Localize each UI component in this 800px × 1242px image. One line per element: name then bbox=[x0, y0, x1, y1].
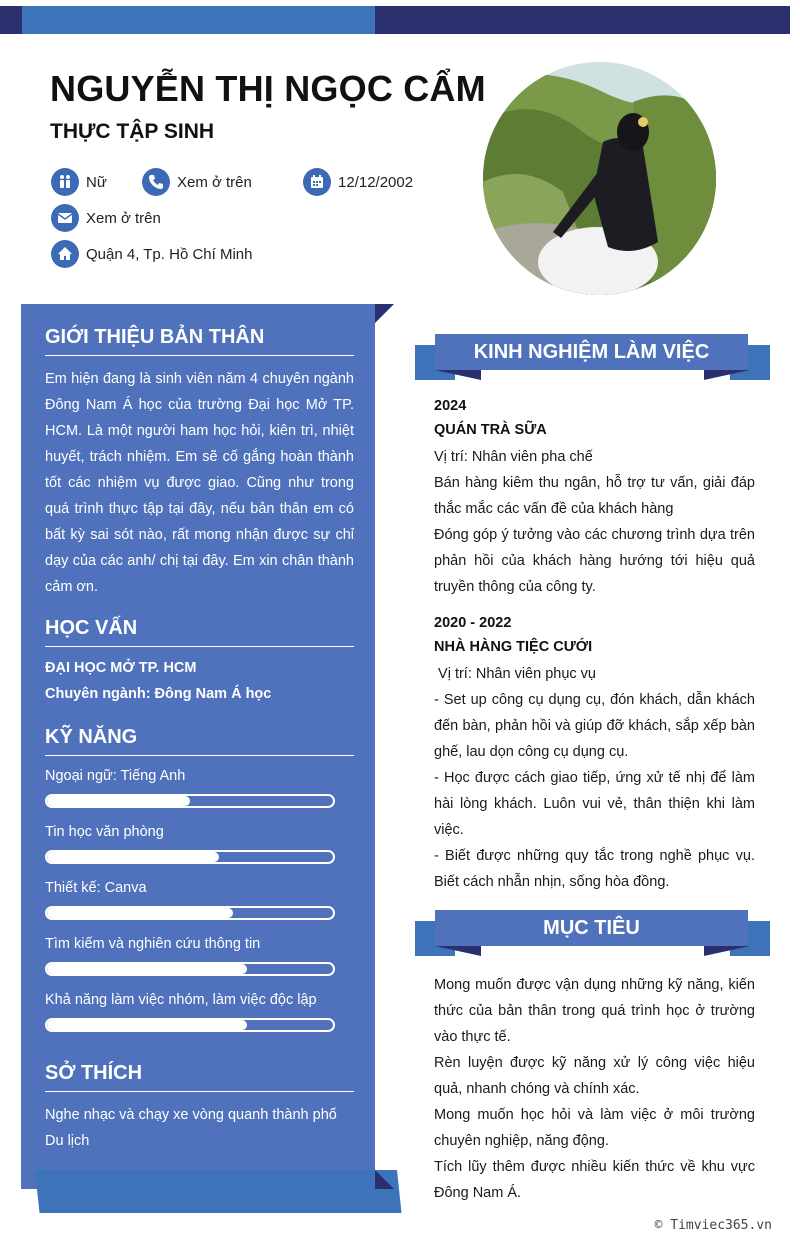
job-period: 2020 - 2022 bbox=[434, 615, 512, 631]
job-position: Vị trí: Nhân viên phục vụ bbox=[434, 666, 596, 682]
job-position: Vị trí: Nhân viên pha chế bbox=[434, 449, 593, 465]
job-line: - Set up công cụ dụng cụ, đón khách, dẫn khách đến bàn, phản hồi và giúp đỡ khách, sắp xếp bàn ghế, lau dọn công cụ dụng cụ. bbox=[434, 692, 755, 760]
objective-title: MỤC TIÊU bbox=[435, 910, 748, 946]
education-school: ĐẠI HỌC MỞ TP. HCM bbox=[45, 660, 197, 676]
about-text: Em hiện đang là sinh viên năm 4 chuyên ngành Đông Nam Á học của trường Đại học Mở TP. HCM. Là một người ham học hỏi, kiên trì, nhiệt huyết, trách nhiệm. Em sẽ cố gắng hoàn thành tốt các nhiệm vụ được giao. Cũng như trong quá trình thực tập tại đây, nếu bản thân em có bất kỳ sai sót nào, rất mong nhận được sự chỉ dạy của các anh/ chị tại đây. Em xin chân thành cảm ơn. bbox=[45, 371, 354, 595]
objective-line: Rèn luyện được kỹ năng xử lý công việc hiệu quả, nhanh chóng và chính xác. bbox=[434, 1055, 755, 1097]
job-company: NHÀ HÀNG TIỆC CƯỚI bbox=[434, 639, 593, 655]
objective-line: Mong muốn học hỏi và làm việc ở môi trường chuyên nghiệp, năng động. bbox=[434, 1107, 755, 1149]
skills-title: KỸ NĂNG bbox=[45, 726, 354, 756]
education-major: Chuyên ngành: Đông Nam Á học bbox=[45, 686, 272, 702]
skill-bar bbox=[45, 1018, 335, 1032]
birthday-value: 12/12/2002 bbox=[338, 173, 414, 191]
skill-label: Tìm kiếm và nghiên cứu thông tin bbox=[45, 936, 261, 952]
objective-line: Mong muốn được vận dụng những kỹ năng, kiến thức của bản thân trong quá trình học ở trường vào thực tế. bbox=[434, 977, 755, 1045]
home-icon bbox=[51, 240, 79, 268]
skill-bar-fill bbox=[47, 852, 219, 862]
footer-credit: © Timviec365.vn bbox=[654, 1218, 772, 1233]
candidate-role: THỰC TẬP SINH bbox=[50, 120, 215, 143]
people-icon bbox=[51, 168, 79, 196]
skill-bar bbox=[45, 850, 335, 864]
hobby-item: Nghe nhạc và chạy xe vòng quanh thành phố bbox=[45, 1107, 337, 1123]
top-bar-accent bbox=[22, 6, 375, 34]
skill-bar-fill bbox=[47, 796, 190, 806]
hobbies-title: SỞ THÍCH bbox=[45, 1062, 354, 1092]
job-line: - Học được cách giao tiếp, ứng xử tế nhị để làm hài lòng khách. Luôn vui vẻ, thân thiện khi làm việc. bbox=[434, 770, 755, 838]
skill-bar-fill bbox=[47, 908, 233, 918]
job-period: 2024 bbox=[434, 398, 467, 414]
panel-fold-bottom bbox=[375, 1170, 394, 1189]
experience-banner bbox=[415, 334, 770, 380]
contact-email bbox=[51, 204, 161, 232]
skill-bar-fill bbox=[47, 1020, 247, 1030]
job-line: Bán hàng kiêm thu ngân, hỗ trợ tư vấn, giải đáp thắc mắc các vấn đề của khách hàng bbox=[434, 475, 755, 517]
job-line: Đóng góp ý tưởng vào các chương trình dựa trên phản hồi của khách hàng hướng tới hiệu quả truyền thông của công ty. bbox=[434, 527, 755, 595]
candidate-name: NGUYỄN THỊ NGỌC CẨM bbox=[50, 68, 486, 109]
job-company: QUÁN TRÀ SỮA bbox=[434, 422, 547, 438]
objective-line: Tích lũy thêm được nhiều kiến thức về khu vực Đông Nam Á. bbox=[434, 1159, 755, 1201]
experience-title: KINH NGHIỆM LÀM VIỆC bbox=[435, 334, 748, 370]
contact-birthday bbox=[303, 168, 413, 196]
skill-bar bbox=[45, 962, 335, 976]
email-value: Xem ở trên bbox=[86, 209, 161, 227]
hobby-item: Du lịch bbox=[45, 1133, 90, 1149]
phone-icon bbox=[142, 168, 170, 196]
skill-bar bbox=[45, 794, 335, 808]
skill-label: Ngoại ngữ: Tiếng Anh bbox=[45, 768, 186, 784]
calendar-icon bbox=[303, 168, 331, 196]
address-value: Quận 4, Tp. Hồ Chí Minh bbox=[86, 245, 253, 263]
gender-value: Nữ bbox=[86, 173, 107, 191]
profile-photo bbox=[483, 62, 716, 295]
about-title: GIỚI THIỆU BẢN THÂN bbox=[45, 326, 354, 356]
skill-bar bbox=[45, 906, 335, 920]
education-title: HỌC VẤN bbox=[45, 617, 354, 647]
panel-bottom-shadow bbox=[35, 1170, 402, 1213]
contact-gender bbox=[51, 168, 107, 196]
contact-phone bbox=[142, 168, 252, 196]
objective-banner bbox=[415, 910, 770, 956]
envelope-icon bbox=[51, 204, 79, 232]
skill-label: Khả năng làm việc nhóm, làm việc độc lập bbox=[45, 992, 317, 1008]
job-line: - Biết được những quy tắc trong nghề phục vụ. Biết cách nhẫn nhịn, sống hòa đồng. bbox=[434, 848, 755, 890]
skill-label: Tin học văn phòng bbox=[45, 824, 164, 840]
contact-address bbox=[51, 240, 252, 268]
skill-bar-fill bbox=[47, 964, 247, 974]
phone-value: Xem ở trên bbox=[177, 173, 252, 191]
panel-fold-top bbox=[375, 304, 394, 323]
skill-label: Thiết kế: Canva bbox=[45, 880, 147, 896]
